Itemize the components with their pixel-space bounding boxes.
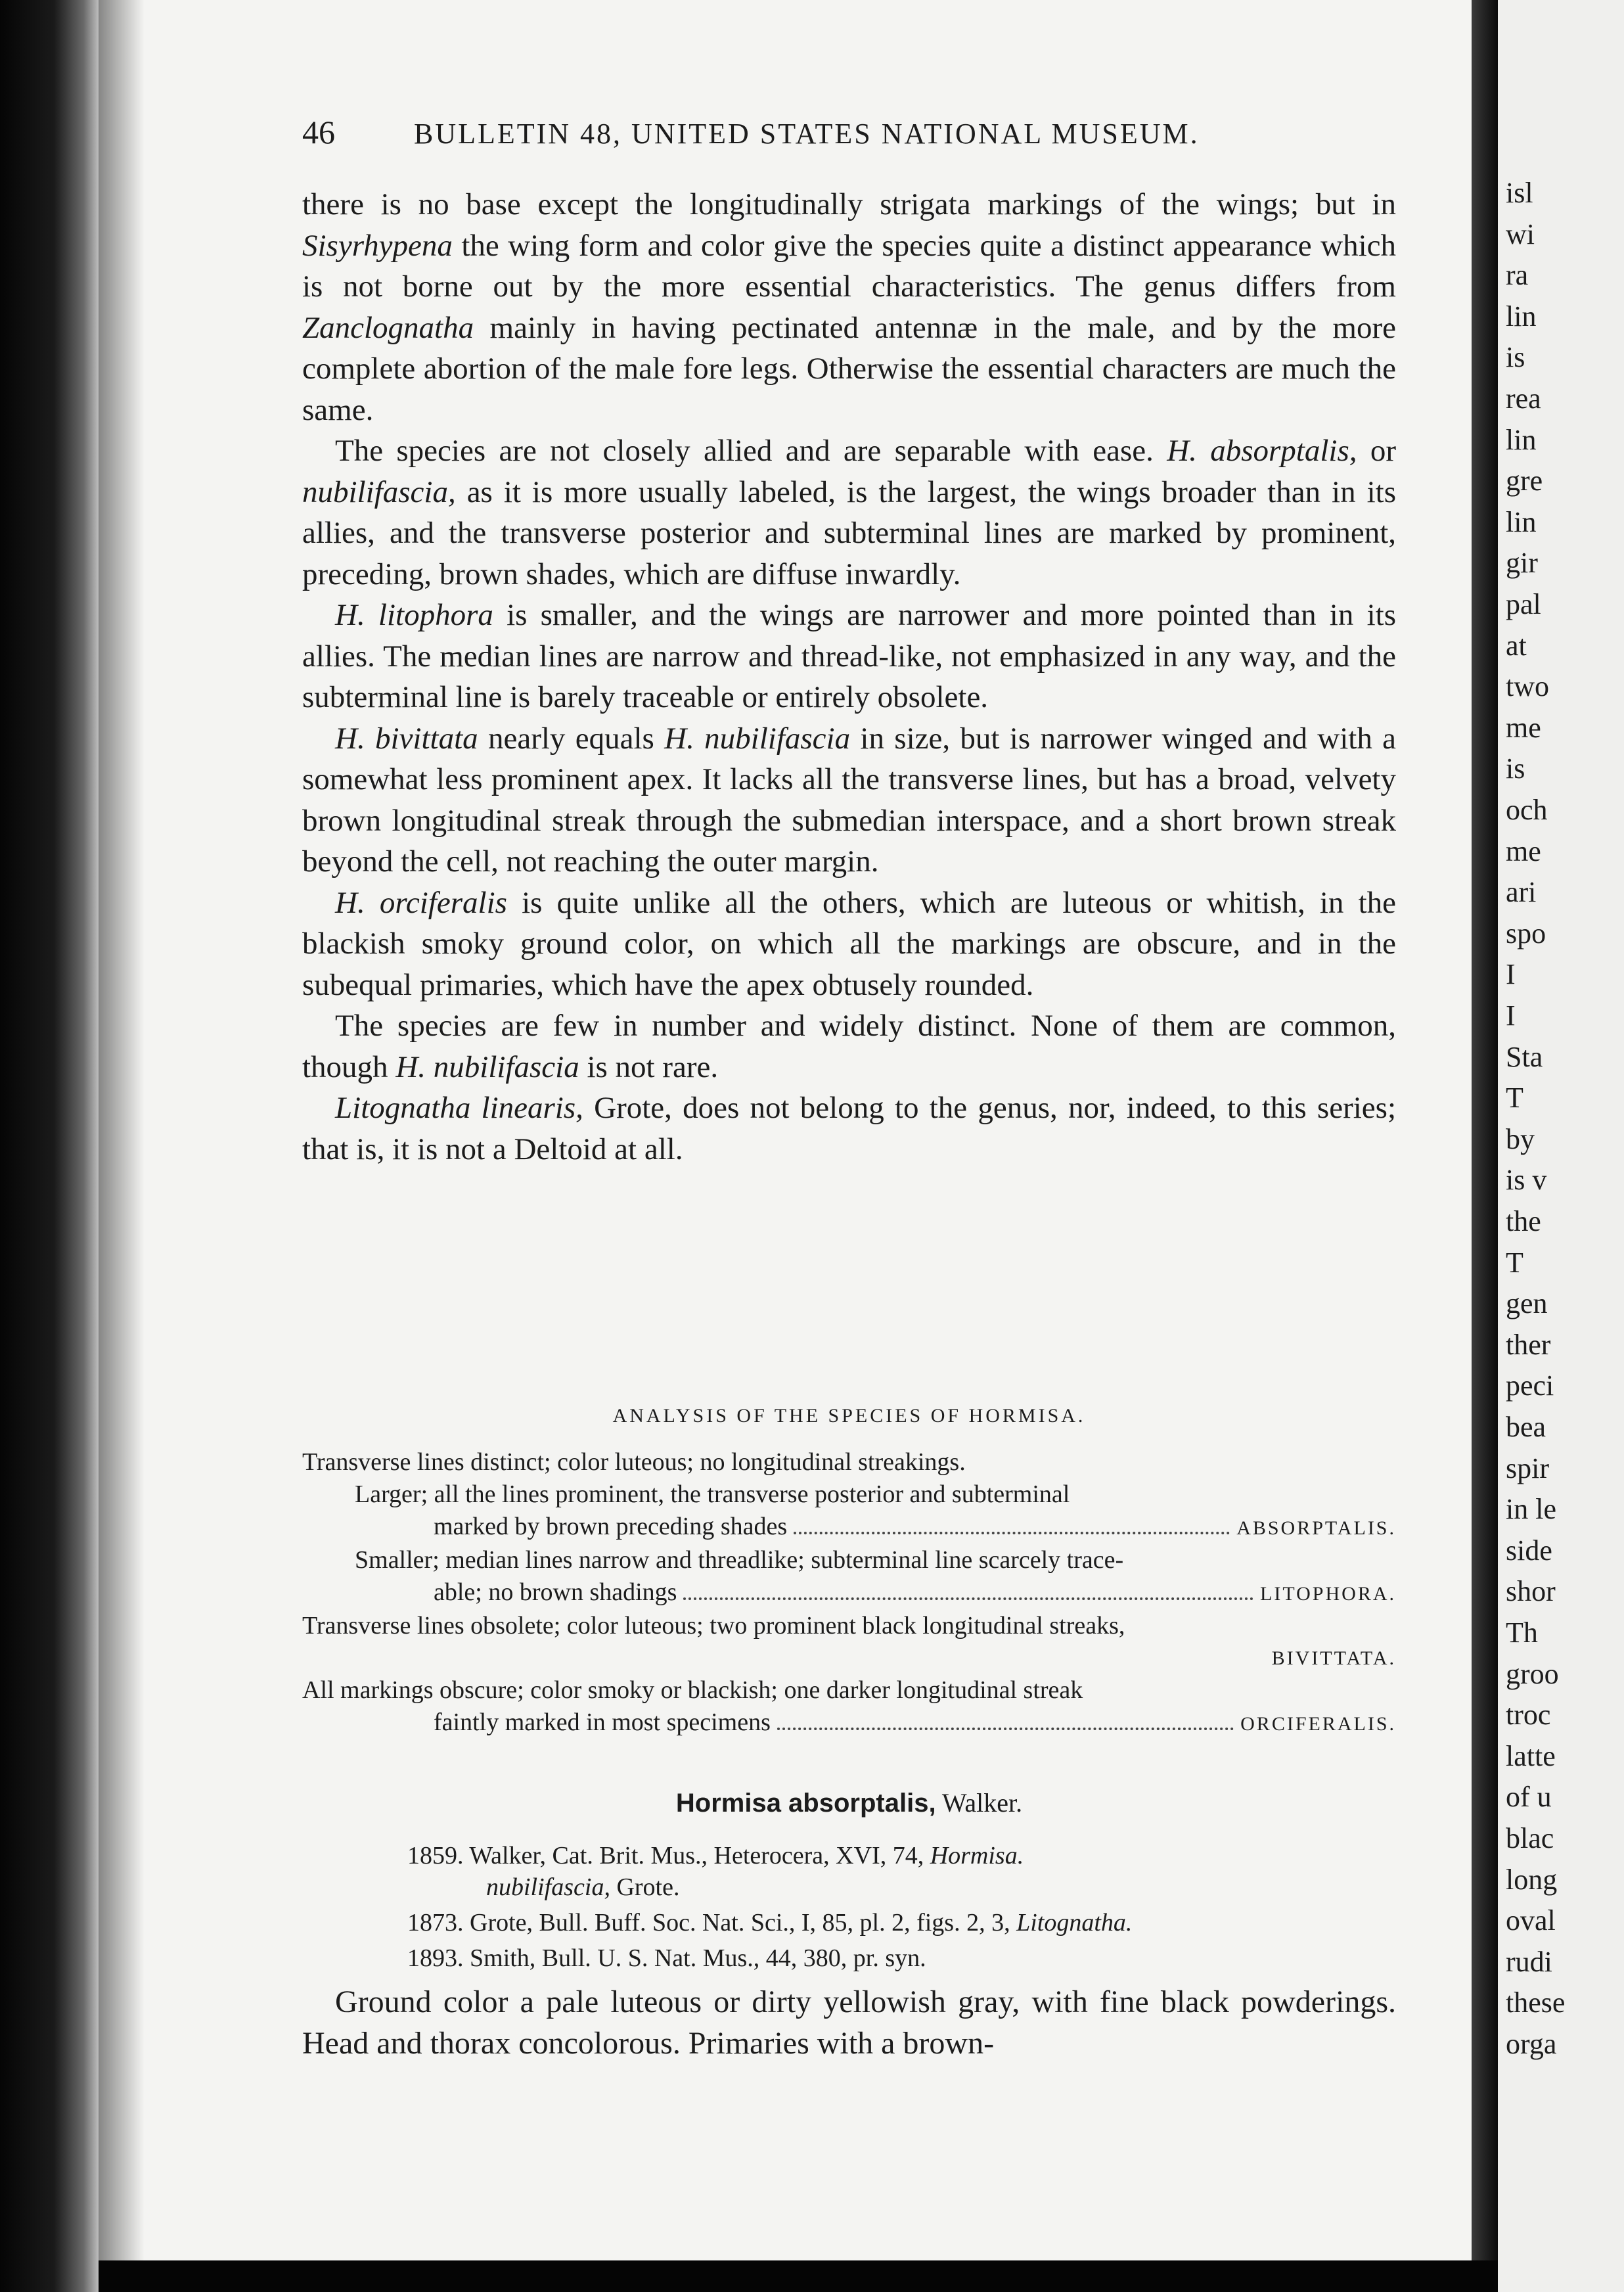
paragraph-6: The species are few in number and widely distinct. None of them are common, though H. nubilifascia is not rare. <box>302 1009 1396 1084</box>
paragraph-2: The species are not closely allied and are separable with ease. H. absorptalis, or nubilifascia, as it is more usually labeled, is the largest, the wings broader than in its allies, and the transverse posterior and subterminal lines are marked by prominent, preceding, brown shades, which are diffuse inwardly. <box>302 434 1397 591</box>
facing-page-fragment: gir <box>1506 547 1538 580</box>
facing-page-fragment: bea <box>1506 1411 1546 1443</box>
gutter-shadow <box>99 0 145 2260</box>
body-text <box>302 184 1396 1170</box>
paragraph-4: H. bivittata nearly equals H. nubilifascia in size, but is narrower winged and with a somewhat less prominent apex. It lacks all the transverse lines, but has a broad, velvety brown longitudinal streak through the submedian interspace, and a short brown streak beyond the cell, not reaching the outer margin. <box>302 721 1396 879</box>
facing-page-fragment: oval <box>1506 1904 1556 1937</box>
facing-page-fragment: long <box>1506 1863 1558 1896</box>
synonymy-entry: 1859. Walker, Cat. Brit. Mus., Heterocera, XVI, 74, Hormisa. nubilifascia, Grote. <box>407 1842 1024 1901</box>
scan-bottom-band <box>99 2260 1498 2292</box>
facing-page-fragment: och <box>1506 794 1548 826</box>
facing-page-edge <box>1498 0 1624 2292</box>
facing-page-fragment: Th <box>1506 1616 1538 1649</box>
leader-dots <box>777 1728 1234 1730</box>
species-heading <box>302 1787 1396 1818</box>
page-fold <box>1472 0 1498 2292</box>
key-taxon-absorptalis: ABSORPTALIS. <box>1236 1517 1396 1539</box>
facing-page-fragment: peci <box>1506 1369 1554 1402</box>
facing-page-fragment: these <box>1506 1986 1566 2019</box>
facing-page-fragment: blac <box>1506 1822 1554 1854</box>
facing-page-fragment: at <box>1506 629 1527 662</box>
species-description <box>302 1981 1396 2064</box>
facing-page-fragment: T <box>1506 1246 1523 1279</box>
facing-page-fragment: spir <box>1506 1452 1549 1484</box>
key-line-5b: faintly marked in most specimens ORCIFERALIS. <box>302 1707 1396 1740</box>
facing-page-fragment: rea <box>1506 382 1541 415</box>
description-paragraph: Ground color a pale luteous or dirty yellowish gray, with fine black powderings. Head and thorax concolorous. Primaries with a brown- <box>302 1984 1396 2061</box>
paragraph-3: H. litophora is smaller, and the wings are narrower and more pointed than in its allies. The median lines are narrow and thread-like, not emphasized in any way, and the subterminal line is barely traceable or entirely obsolete. <box>302 598 1396 714</box>
facing-page-fragment: gen <box>1506 1287 1548 1320</box>
facing-page-fragment: T <box>1506 1082 1523 1114</box>
facing-page-fragment: orga <box>1506 2028 1557 2060</box>
paragraph-5: H. orciferalis is quite unlike all the others, which are luteous or whitish, in the blackish smoky ground color, on which all the markings are obscure, and in the subequal primaries, which have the apex obtusely rounded. <box>302 885 1396 1002</box>
paragraph-1: there is no base except the longitudinally strigata markings of the wings; but in Sisyrhypena the wing form and color give the species quite a distinct appearance which is not borne out by the more essential characteristics. The genus differs from Zanclognatha mainly in having pectinated antennæ in the male, and by the more complete abortion of the male fore legs. Otherwise the essential characters are much the same. <box>302 187 1396 427</box>
species-key <box>302 1400 1396 1740</box>
facing-page-fragment: is v <box>1506 1164 1547 1197</box>
key-taxon-litophora: LITOPHORA. <box>1260 1583 1396 1605</box>
facing-page-fragment: lin <box>1506 505 1537 538</box>
facing-page-fragment: me <box>1506 711 1541 744</box>
facing-page-fragment: ra <box>1506 259 1529 292</box>
facing-page-fragment: I <box>1506 958 1516 991</box>
scan-left-binding <box>0 0 99 2292</box>
species-name: Hormisa absorptalis, <box>675 1789 936 1818</box>
facing-page-fragment: pal <box>1506 588 1541 620</box>
synonymy-list <box>407 1840 1393 1978</box>
facing-page-fragment: latte <box>1506 1739 1556 1772</box>
synonymy-entry: 1893. Smith, Bull. U. S. Nat. Mus., 44, 380, pr. syn. <box>407 1944 926 1972</box>
facing-page-fragment: groo <box>1506 1657 1559 1690</box>
facing-page-fragment: is <box>1506 341 1525 374</box>
synonymy-entry: 1873. Grote, Bull. Buff. Soc. Nat. Sci., I, 85, pl. 2, figs. 2, 3, Litognatha. <box>407 1909 1133 1937</box>
facing-page-fragment: the <box>1506 1205 1541 1237</box>
facing-page-fragment: Sta <box>1506 1040 1543 1073</box>
facing-page-fragment: I <box>1506 999 1516 1032</box>
facing-page-fragment: gre <box>1506 465 1543 497</box>
facing-page-fragment: lin <box>1506 423 1537 456</box>
leader-dots <box>794 1532 1230 1534</box>
facing-page-fragment: of u <box>1506 1781 1552 1814</box>
facing-page-fragment: is <box>1506 752 1525 785</box>
facing-page-fragment: wi <box>1506 218 1535 250</box>
facing-page-fragment: rudi <box>1506 1945 1552 1978</box>
facing-page-fragment: lin <box>1506 300 1537 332</box>
key-line-4: Transverse lines obsolete; color luteous; two prominent black longitudinal streaks, <box>302 1612 1125 1639</box>
facing-page-fragment: troc <box>1506 1699 1551 1731</box>
facing-page-fragment: spo <box>1506 917 1546 950</box>
facing-page-fragment: ther <box>1506 1328 1551 1361</box>
facing-page-fragment: side <box>1506 1534 1552 1567</box>
running-head <box>302 113 1268 151</box>
key-title: ANALYSIS OF THE SPECIES OF HORMISA. <box>612 1405 1086 1427</box>
key-taxon-orciferalis: ORCIFERALIS. <box>1240 1713 1396 1735</box>
paragraph-7: Litognatha linearis, Grote, does not belong to the genus, nor, indeed, to this series; that is, it is not a Deltoid at all. <box>302 1091 1397 1166</box>
species-author: Walker. <box>936 1788 1023 1818</box>
key-line-2b: marked by brown preceding shades ABSORPTALIS. <box>302 1511 1396 1544</box>
leader-dots <box>683 1597 1253 1600</box>
key-line-3b: able; no brown shadings LITOPHORA. <box>302 1576 1396 1610</box>
facing-page-fragment: two <box>1506 670 1549 703</box>
key-line-1: Transverse lines distinct; color luteous; no longitudinal streakings. <box>302 1448 966 1476</box>
facing-page-fragment: by <box>1506 1122 1535 1155</box>
facing-page-fragment: in le <box>1506 1493 1556 1526</box>
facing-page-fragment: me <box>1506 835 1541 867</box>
bulletin-title: BULLETIN 48, UNITED STATES NATIONAL MUSEUM. <box>414 118 1200 150</box>
key-line-5a: All markings obscure; color smoky or blackish; one darker longitudinal streak <box>302 1676 1083 1704</box>
facing-page-fragment: ari <box>1506 876 1537 909</box>
key-line-3a: Smaller; median lines narrow and threadlike; subterminal line scarcely trace- <box>355 1546 1124 1574</box>
key-taxon-bivittata: BIVITTATA. <box>1271 1647 1396 1669</box>
page-number: 46 <box>302 114 335 150</box>
key-line-2a: Larger; all the lines prominent, the transverse posterior and subterminal <box>355 1480 1070 1508</box>
facing-page-fragment: isl <box>1506 177 1533 209</box>
facing-page-fragment: shor <box>1506 1575 1556 1608</box>
